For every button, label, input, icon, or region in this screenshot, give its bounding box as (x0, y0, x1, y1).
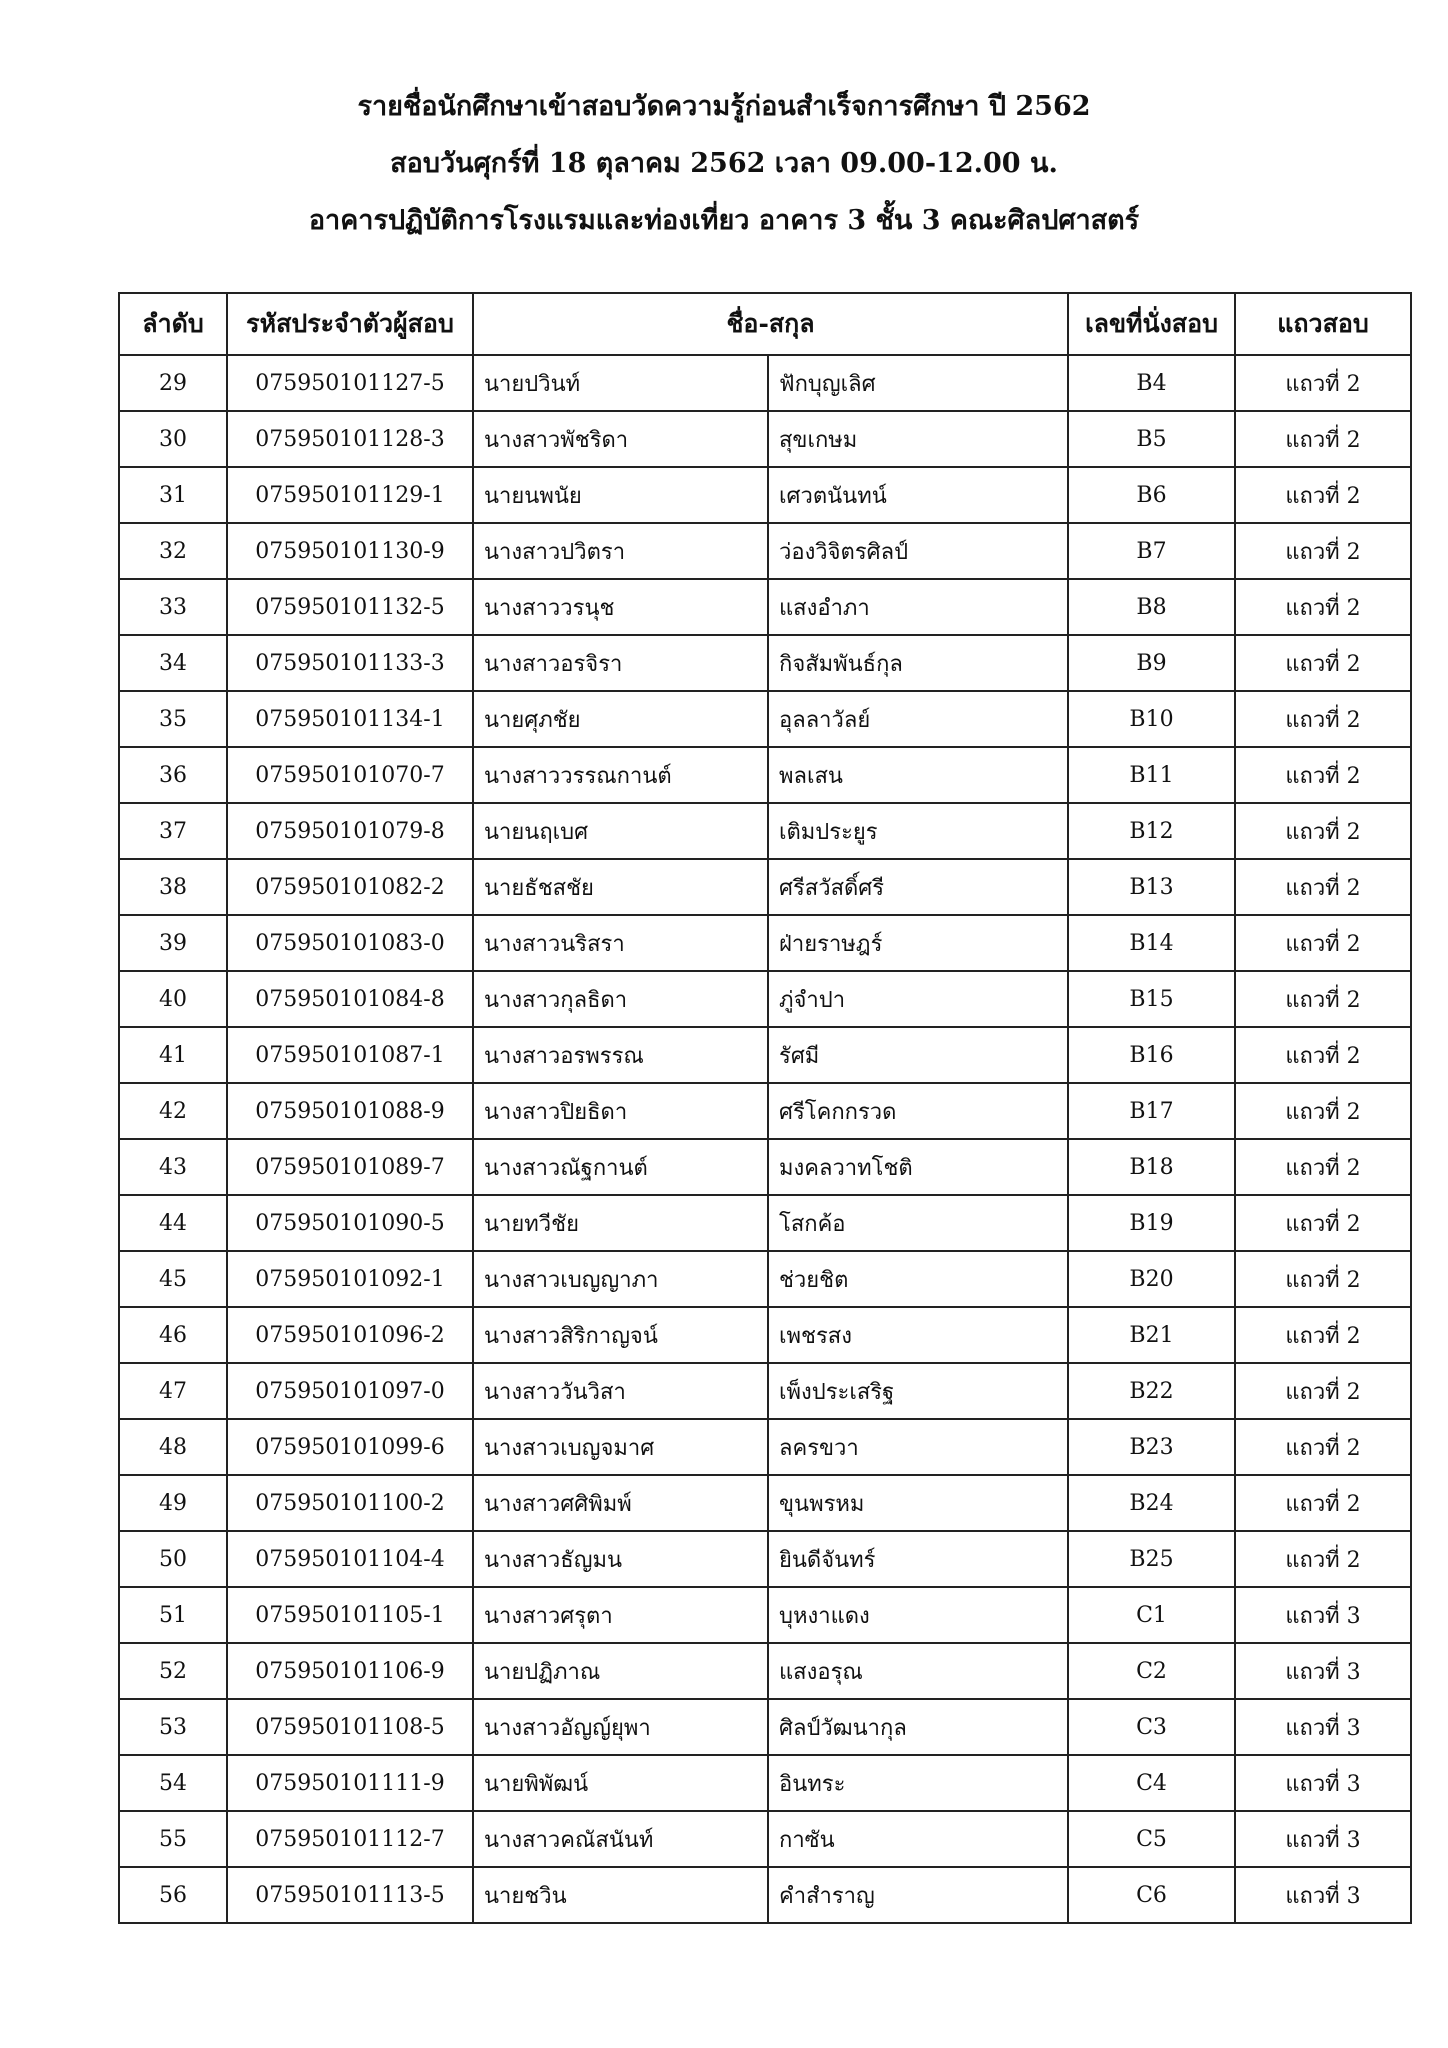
table-row (119, 1867, 1411, 1923)
cell-student-id: 075950101108-5 (227, 1699, 473, 1755)
cell-order-number: 37 (119, 803, 227, 859)
cell-exam-row: แถวที่ 2 (1235, 1307, 1411, 1363)
cell-seat-number: B19 (1068, 1195, 1235, 1251)
cell-student-id: 075950101128-3 (227, 411, 473, 467)
table-row (119, 411, 1411, 467)
cell-seat-number: B20 (1068, 1251, 1235, 1307)
cell-seat-number: B6 (1068, 467, 1235, 523)
cell-last-name: ศรีโคกกรวด (768, 1083, 1068, 1139)
cell-order-number: 36 (119, 747, 227, 803)
cell-student-id: 075950101087-1 (227, 1027, 473, 1083)
table-row (119, 635, 1411, 691)
cell-student-id: 075950101132-5 (227, 579, 473, 635)
cell-order-number: 32 (119, 523, 227, 579)
cell-last-name: อุลลาวัลย์ (768, 691, 1068, 747)
cell-first-name: นายศุภชัย (473, 691, 768, 747)
cell-exam-row: แถวที่ 3 (1235, 1755, 1411, 1811)
table-row (119, 467, 1411, 523)
cell-student-id: 075950101099-6 (227, 1419, 473, 1475)
cell-first-name: นางสาวปวิตรา (473, 523, 768, 579)
cell-first-name: นางสาวอัญญ์ยุพา (473, 1699, 768, 1755)
cell-order-number: 34 (119, 635, 227, 691)
table-row (119, 691, 1411, 747)
cell-last-name: ลครขวา (768, 1419, 1068, 1475)
cell-first-name: นายนฤเบศ (473, 803, 768, 859)
cell-order-number: 38 (119, 859, 227, 915)
table-row (119, 747, 1411, 803)
cell-last-name: กาซัน (768, 1811, 1068, 1867)
cell-order-number: 45 (119, 1251, 227, 1307)
table-row (119, 1811, 1411, 1867)
cell-order-number: 42 (119, 1083, 227, 1139)
table-row (119, 1027, 1411, 1083)
table-row (119, 1419, 1411, 1475)
table-header-row (119, 293, 1411, 355)
cell-student-id: 075950101113-5 (227, 1867, 473, 1923)
cell-first-name: นางสาวนริสรา (473, 915, 768, 971)
cell-seat-number: B11 (1068, 747, 1235, 803)
cell-exam-row: แถวที่ 2 (1235, 859, 1411, 915)
table-row (119, 579, 1411, 635)
cell-last-name: รัศมี (768, 1027, 1068, 1083)
cell-first-name: นายปวินท์ (473, 355, 768, 411)
cell-last-name: ว่องวิจิตรศิลป์ (768, 523, 1068, 579)
cell-last-name: ยินดีจันทร์ (768, 1531, 1068, 1587)
document-header (0, 92, 1448, 263)
cell-order-number: 56 (119, 1867, 227, 1923)
cell-seat-number: C1 (1068, 1587, 1235, 1643)
cell-exam-row: แถวที่ 3 (1235, 1643, 1411, 1699)
cell-order-number: 49 (119, 1475, 227, 1531)
cell-student-id: 075950101079-8 (227, 803, 473, 859)
exam-location: อาคารปฏิบัติการโรงแรมและท่องเที่ยว อาคาร 3 ชั้น 3 คณะศิลปศาสตร์ (308, 205, 1140, 236)
cell-exam-row: แถวที่ 3 (1235, 1587, 1411, 1643)
cell-last-name: ศรีสวัสดิ์ศรี (768, 859, 1068, 915)
cell-first-name: นางสาวณัฐกานต์ (473, 1139, 768, 1195)
cell-last-name: ฝ่ายราษฎร์ (768, 915, 1068, 971)
cell-order-number: 41 (119, 1027, 227, 1083)
column-header-seat: เลขที่นั่งสอบ (1068, 293, 1235, 355)
cell-student-id: 075950101089-7 (227, 1139, 473, 1195)
cell-seat-number: C6 (1068, 1867, 1235, 1923)
cell-first-name: นางสาวศรุตา (473, 1587, 768, 1643)
cell-last-name: เศวตนันทน์ (768, 467, 1068, 523)
cell-student-id: 075950101070-7 (227, 747, 473, 803)
cell-exam-row: แถวที่ 2 (1235, 1363, 1411, 1419)
cell-student-id: 075950101134-1 (227, 691, 473, 747)
cell-first-name: นางสาวสิริกาญจน์ (473, 1307, 768, 1363)
cell-order-number: 31 (119, 467, 227, 523)
column-header-name: ชื่อ-สกุล (473, 293, 1068, 355)
table-row (119, 1251, 1411, 1307)
cell-seat-number: B25 (1068, 1531, 1235, 1587)
cell-order-number: 51 (119, 1587, 227, 1643)
cell-order-number: 33 (119, 579, 227, 635)
cell-exam-row: แถวที่ 2 (1235, 355, 1411, 411)
cell-seat-number: B24 (1068, 1475, 1235, 1531)
cell-first-name: นายปฏิภาณ (473, 1643, 768, 1699)
cell-order-number: 55 (119, 1811, 227, 1867)
cell-seat-number: B12 (1068, 803, 1235, 859)
table-row (119, 915, 1411, 971)
cell-student-id: 075950101090-5 (227, 1195, 473, 1251)
cell-seat-number: B15 (1068, 971, 1235, 1027)
table-row (119, 1083, 1411, 1139)
cell-order-number: 46 (119, 1307, 227, 1363)
cell-last-name: ภู่จำปา (768, 971, 1068, 1027)
cell-student-id: 075950101133-3 (227, 635, 473, 691)
table-row (119, 971, 1411, 1027)
table-row (119, 1139, 1411, 1195)
cell-seat-number: B13 (1068, 859, 1235, 915)
cell-student-id: 075950101111-9 (227, 1755, 473, 1811)
cell-order-number: 48 (119, 1419, 227, 1475)
column-header-id: รหัสประจำตัวผู้สอบ (227, 293, 473, 355)
cell-student-id: 075950101082-2 (227, 859, 473, 915)
cell-student-id: 075950101084-8 (227, 971, 473, 1027)
exam-date-time: สอบวันศุกร์ที่ 18 ตุลาคม 2562 เวลา 09.00-12.00 น. (390, 148, 1058, 179)
table-row (119, 355, 1411, 411)
cell-order-number: 35 (119, 691, 227, 747)
cell-first-name: นายนพนัย (473, 467, 768, 523)
cell-first-name: นางสาวเบญญาภา (473, 1251, 768, 1307)
table-row (119, 803, 1411, 859)
cell-first-name: นายชวิน (473, 1867, 768, 1923)
cell-order-number: 47 (119, 1363, 227, 1419)
cell-exam-row: แถวที่ 2 (1235, 411, 1411, 467)
cell-order-number: 40 (119, 971, 227, 1027)
cell-exam-row: แถวที่ 2 (1235, 691, 1411, 747)
cell-first-name: นายทวีชัย (473, 1195, 768, 1251)
cell-first-name: นางสาวธัญมน (473, 1531, 768, 1587)
cell-seat-number: B18 (1068, 1139, 1235, 1195)
cell-seat-number: B4 (1068, 355, 1235, 411)
cell-first-name: นางสาวเบญจมาศ (473, 1419, 768, 1475)
cell-last-name: โสกค้อ (768, 1195, 1068, 1251)
table-row (119, 1587, 1411, 1643)
cell-seat-number: C4 (1068, 1755, 1235, 1811)
cell-order-number: 29 (119, 355, 227, 411)
table-row (119, 1475, 1411, 1531)
cell-exam-row: แถวที่ 3 (1235, 1699, 1411, 1755)
cell-order-number: 39 (119, 915, 227, 971)
cell-exam-row: แถวที่ 2 (1235, 803, 1411, 859)
cell-last-name: แสงอรุณ (768, 1643, 1068, 1699)
cell-seat-number: B23 (1068, 1419, 1235, 1475)
cell-last-name: มงคลวาทโชติ (768, 1139, 1068, 1195)
cell-last-name: บุหงาแดง (768, 1587, 1068, 1643)
cell-student-id: 075950101112-7 (227, 1811, 473, 1867)
cell-last-name: พลเสน (768, 747, 1068, 803)
cell-last-name: แสงอำภา (768, 579, 1068, 635)
cell-exam-row: แถวที่ 3 (1235, 1867, 1411, 1923)
cell-last-name: สุขเกษม (768, 411, 1068, 467)
cell-last-name: เติมประยูร (768, 803, 1068, 859)
cell-student-id: 075950101129-1 (227, 467, 473, 523)
cell-seat-number: B7 (1068, 523, 1235, 579)
cell-last-name: อินทระ (768, 1755, 1068, 1811)
table-row (119, 859, 1411, 915)
cell-order-number: 54 (119, 1755, 227, 1811)
cell-exam-row: แถวที่ 2 (1235, 1475, 1411, 1531)
cell-first-name: นางสาวอรจิรา (473, 635, 768, 691)
cell-student-id: 075950101092-1 (227, 1251, 473, 1307)
cell-seat-number: B14 (1068, 915, 1235, 971)
cell-seat-number: B17 (1068, 1083, 1235, 1139)
table-row (119, 1363, 1411, 1419)
cell-first-name: นางสาววรรณกานต์ (473, 747, 768, 803)
cell-student-id: 075950101088-9 (227, 1083, 473, 1139)
cell-student-id: 075950101097-0 (227, 1363, 473, 1419)
cell-student-id: 075950101127-5 (227, 355, 473, 411)
table-row (119, 1307, 1411, 1363)
cell-student-id: 075950101083-0 (227, 915, 473, 971)
cell-last-name: เพชรสง (768, 1307, 1068, 1363)
cell-exam-row: แถวที่ 2 (1235, 1027, 1411, 1083)
table-row (119, 523, 1411, 579)
cell-exam-row: แถวที่ 2 (1235, 467, 1411, 523)
cell-student-id: 075950101096-2 (227, 1307, 473, 1363)
cell-student-id: 075950101105-1 (227, 1587, 473, 1643)
cell-seat-number: B5 (1068, 411, 1235, 467)
cell-exam-row: แถวที่ 2 (1235, 915, 1411, 971)
table-row (119, 1531, 1411, 1587)
cell-exam-row: แถวที่ 2 (1235, 1419, 1411, 1475)
table-row (119, 1643, 1411, 1699)
cell-seat-number: C5 (1068, 1811, 1235, 1867)
cell-first-name: นายธัชสชัย (473, 859, 768, 915)
cell-first-name: นายพิพัฒน์ (473, 1755, 768, 1811)
cell-seat-number: C2 (1068, 1643, 1235, 1699)
cell-exam-row: แถวที่ 2 (1235, 1251, 1411, 1307)
cell-first-name: นางสาวคณัสนันท์ (473, 1811, 768, 1867)
cell-first-name: นางสาวพัชริดา (473, 411, 768, 467)
cell-order-number: 30 (119, 411, 227, 467)
cell-first-name: นางสาวอรพรรณ (473, 1027, 768, 1083)
cell-seat-number: B21 (1068, 1307, 1235, 1363)
cell-last-name: ฟักบุญเลิศ (768, 355, 1068, 411)
column-header-row: แถวสอบ (1235, 293, 1411, 355)
cell-order-number: 44 (119, 1195, 227, 1251)
cell-last-name: ช่วยชิต (768, 1251, 1068, 1307)
cell-last-name: กิจสัมพันธ์กุล (768, 635, 1068, 691)
cell-exam-row: แถวที่ 2 (1235, 1139, 1411, 1195)
cell-student-id: 075950101100-2 (227, 1475, 473, 1531)
cell-exam-row: แถวที่ 2 (1235, 747, 1411, 803)
table-row (119, 1699, 1411, 1755)
cell-seat-number: B10 (1068, 691, 1235, 747)
cell-seat-number: B16 (1068, 1027, 1235, 1083)
cell-first-name: นางสาวปิยธิดา (473, 1083, 768, 1139)
cell-first-name: นางสาวศศิพิมพ์ (473, 1475, 768, 1531)
cell-student-id: 075950101104-4 (227, 1531, 473, 1587)
cell-exam-row: แถวที่ 3 (1235, 1811, 1411, 1867)
cell-order-number: 53 (119, 1699, 227, 1755)
cell-exam-row: แถวที่ 2 (1235, 971, 1411, 1027)
cell-first-name: นางสาววรนุช (473, 579, 768, 635)
cell-exam-row: แถวที่ 2 (1235, 1083, 1411, 1139)
cell-first-name: นางสาวกุลธิดา (473, 971, 768, 1027)
cell-exam-row: แถวที่ 2 (1235, 1195, 1411, 1251)
cell-exam-row: แถวที่ 2 (1235, 1531, 1411, 1587)
table-body (119, 355, 1411, 1923)
cell-seat-number: B9 (1068, 635, 1235, 691)
cell-order-number: 52 (119, 1643, 227, 1699)
cell-last-name: ศิลป์วัฒนากุล (768, 1699, 1068, 1755)
cell-order-number: 43 (119, 1139, 227, 1195)
cell-order-number: 50 (119, 1531, 227, 1587)
cell-student-id: 075950101130-9 (227, 523, 473, 579)
table-row (119, 1755, 1411, 1811)
document-title: รายชื่อนักศึกษาเข้าสอบวัดความรู้ก่อนสำเร็จการศึกษา ปี 2562 (357, 91, 1091, 122)
cell-student-id: 075950101106-9 (227, 1643, 473, 1699)
cell-exam-row: แถวที่ 2 (1235, 579, 1411, 635)
cell-last-name: ขุนพรหม (768, 1475, 1068, 1531)
column-header-no: ลำดับ (119, 293, 227, 355)
cell-first-name: นางสาววันวิสา (473, 1363, 768, 1419)
table-row (119, 1195, 1411, 1251)
cell-seat-number: C3 (1068, 1699, 1235, 1755)
cell-seat-number: B8 (1068, 579, 1235, 635)
cell-exam-row: แถวที่ 2 (1235, 523, 1411, 579)
cell-last-name: เพ็งประเสริฐ (768, 1363, 1068, 1419)
student-roster-table (118, 292, 1412, 1924)
cell-last-name: คำสำราญ (768, 1867, 1068, 1923)
cell-seat-number: B22 (1068, 1363, 1235, 1419)
cell-exam-row: แถวที่ 2 (1235, 635, 1411, 691)
